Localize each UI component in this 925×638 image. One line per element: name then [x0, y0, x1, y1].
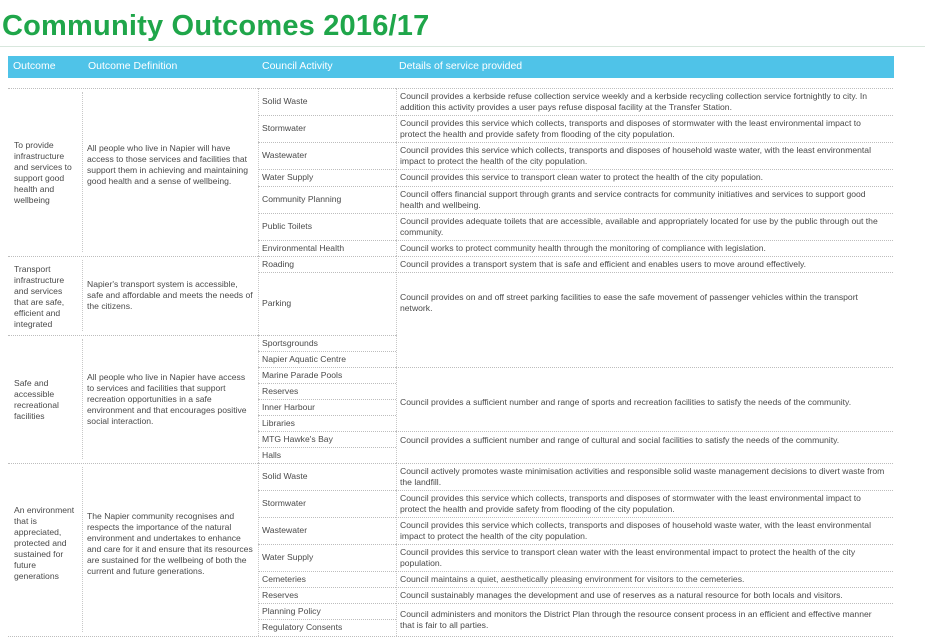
detail-row-divider: [396, 571, 893, 572]
council-activity-cell: Halls: [262, 449, 282, 460]
council-activity-cell: Marine Parade Pools: [262, 369, 343, 380]
activity-row-divider: [258, 186, 396, 187]
service-detail-cell: Council maintains a quiet, aesthetically pleasing environment for visitors to the cemeteries.: [400, 573, 745, 584]
council-activity-cell: Solid Waste: [262, 471, 308, 481]
council-activity-cell: Parking: [262, 298, 292, 308]
column-divider: [396, 335, 397, 463]
detail-row-divider: [396, 431, 893, 432]
column-divider: [82, 467, 83, 632]
service-detail-cell: Council sustainably manages the development and use of reserves as a natural resource for both locals and visitors.: [400, 589, 843, 600]
activity-row-divider: [258, 142, 396, 143]
service-detail-cell: Council provides a transport system that is safe and efficient and enables users to move around effectively.: [400, 258, 807, 269]
detail-row-divider: [396, 88, 893, 89]
detail-row-divider: [396, 587, 893, 588]
outcome-cell: Transport infrastructure and services that are safe, efficient and integrated: [14, 264, 65, 329]
activity-row-divider: [258, 88, 396, 89]
activity-row-divider: [258, 544, 396, 545]
activity-row-divider: [258, 335, 396, 336]
service-detail-cell: Council provides a sufficient number and range of sports and recreation facilities to satisfy the needs of the community.: [400, 397, 852, 407]
activity-row-divider: [258, 619, 396, 620]
outcome-definition-cell: All people who live in Napier will have access to those services and facilities that support them in achieving and maintaining good health and a sense of wellbeing.: [87, 143, 248, 186]
activity-row-divider: [258, 272, 396, 273]
detail-row-divider: [396, 544, 893, 545]
detail-row-divider: [396, 213, 893, 214]
council-activity-cell: Water Supply: [262, 172, 314, 182]
activity-row-divider: [258, 213, 396, 214]
service-detail-cell: Council actively promotes waste minimisation activities and responsible solid waste management decisions to divert waste from the landfill.: [400, 465, 885, 487]
detail-row-divider: [396, 490, 893, 491]
council-activity-cell: Planning Policy: [262, 605, 321, 616]
detail-row-divider: [396, 186, 893, 187]
section-divider: [8, 88, 258, 89]
detail-row-divider: [396, 142, 893, 143]
column-divider: [258, 256, 259, 335]
outcome-cell: An environment that is appreciated, protected and sustained for future generations: [14, 505, 75, 581]
service-detail-cell: Council provides on and off street parking facilities to ease the safe movement of passenger vehicles within the transport network.: [400, 292, 858, 313]
service-detail-cell: Council provides this service to transport clean water to protect the health of the city population.: [400, 172, 764, 182]
outcome-definition-cell: The Napier community recognises and respects the importance of the natural environment and undertakes to enhance and care for it and ensure that its resources are sustained for the wellbeing of both the current and future generations.: [87, 511, 253, 576]
council-activity-cell: Public Toilets: [262, 221, 312, 231]
council-activity-cell: Solid Waste: [262, 96, 308, 106]
outcome-cell: Safe and accessible recreational facilities: [14, 378, 59, 421]
activity-row-divider: [258, 169, 396, 170]
service-detail-cell: Council provides this service to transport clean water with the least environmental impact to protect the health of the city population.: [400, 546, 856, 568]
header-outcome-definition: Outcome Definition: [88, 60, 178, 72]
activity-row-divider: [258, 603, 396, 604]
table-bottom-border: [8, 636, 893, 637]
activity-row-divider: [258, 240, 396, 241]
service-detail-cell: Council works to protect community health through the monitoring of compliance with legislation.: [400, 242, 766, 253]
council-activity-cell: Wastewater: [262, 525, 308, 535]
service-detail-cell: Council offers financial support through grants and service contracts for community initiatives and services to support good health and wellbeing.: [400, 188, 866, 210]
detail-row-divider: [396, 240, 893, 241]
detail-row-divider: [396, 169, 893, 170]
service-detail-cell: Council provides this service which collects, transports and disposes of stormwater with the least environmental impact to protect the health and provide safety from flooding of the city population.: [400, 492, 861, 514]
detail-row-divider: [396, 115, 893, 116]
column-divider: [258, 88, 259, 256]
council-activity-cell: MTG Hawke's Bay: [262, 433, 333, 444]
service-detail-cell: Council provides this service which collects, transports and disposes of stormwater with the least environmental impact to protect the health and provide safety from flooding of the city population.: [400, 117, 861, 139]
header-outcome: Outcome: [13, 60, 56, 72]
header-council-activity: Council Activity: [262, 60, 333, 72]
activity-row-divider: [258, 431, 396, 432]
council-activity-cell: Napier Aquatic Centre: [262, 353, 347, 364]
outcome-definition-cell: Napier's transport system is accessible, safe and affordable and meets the needs of the citizens.: [87, 279, 253, 311]
activity-row-divider: [258, 587, 396, 588]
service-detail-cell: Council provides this service which collects, transports and disposes of household waste water, with the least environmental impact to protect the health of the city population.: [400, 519, 871, 541]
section-divider: [8, 463, 258, 464]
activity-row-divider: [258, 447, 396, 448]
column-divider: [396, 88, 397, 256]
column-divider: [82, 339, 83, 459]
title-divider: [0, 46, 925, 47]
activity-row-divider: [258, 571, 396, 572]
detail-row-divider: [396, 463, 893, 464]
detail-row-divider: [396, 517, 893, 518]
service-detail-cell: Council administers and monitors the District Plan through the resource consent process in an efficient and effective manner that is fair to all parties.: [400, 608, 872, 630]
outcome-cell: To provide infrastructure and services to support good health and wellbeing: [14, 140, 72, 205]
detail-row-divider: [396, 256, 893, 257]
council-activity-cell: Water Supply: [262, 552, 314, 562]
activity-row-divider: [258, 415, 396, 416]
service-detail-cell: Council provides a sufficient number and range of cultural and social facilities to satisfy the needs of the community.: [400, 435, 840, 445]
activity-row-divider: [258, 351, 396, 352]
column-divider: [258, 463, 259, 636]
activity-row-divider: [258, 399, 396, 400]
section-divider: [8, 335, 258, 336]
council-activity-cell: Wastewater: [262, 150, 308, 160]
outcome-definition-cell: All people who live in Napier have access to services and facilities that support recreation opportunities in a safe environment and that encourages positive social interaction.: [87, 372, 247, 426]
council-activity-cell: Regulatory Consents: [262, 622, 343, 632]
column-divider: [396, 463, 397, 636]
activity-row-divider: [258, 517, 396, 518]
activity-row-divider: [258, 463, 396, 464]
council-activity-cell: Reserves: [262, 385, 299, 396]
column-divider: [82, 260, 83, 331]
activity-row-divider: [258, 115, 396, 116]
council-activity-cell: Inner Harbour: [262, 401, 316, 412]
activity-row-divider: [258, 367, 396, 368]
activity-row-divider: [258, 256, 396, 257]
detail-row-divider: [396, 272, 893, 273]
table-header: [8, 56, 894, 78]
detail-row-divider: [396, 603, 893, 604]
council-activity-cell: Cemeteries: [262, 573, 306, 584]
council-activity-cell: Libraries: [262, 417, 295, 428]
council-activity-cell: Sportsgrounds: [262, 337, 318, 348]
service-detail-cell: Council provides this service which collects, transports and disposes of household waste water, with the least environmental impact to protect the health of the city population.: [400, 144, 871, 166]
column-divider: [396, 256, 397, 335]
service-detail-cell: Council provides adequate toilets that are accessible, available and appropriately located for use by the public through out the community.: [400, 215, 878, 237]
council-activity-cell: Community Planning: [262, 194, 342, 204]
council-activity-cell: Environmental Health: [262, 242, 345, 253]
service-detail-cell: Council provides a kerbside refuse collection service weekly and a kerbside recycling collection service fortnightly to city. In addition this activity provides a user pays refuse disposal facility at the Transfer Station.: [400, 90, 867, 112]
council-activity-cell: Reserves: [262, 589, 299, 600]
page-title: Community Outcomes 2016/17: [2, 10, 430, 42]
activity-row-divider: [258, 383, 396, 384]
header-details: Details of service provided: [399, 60, 523, 72]
council-activity-cell: Stormwater: [262, 498, 306, 508]
activity-row-divider: [258, 490, 396, 491]
council-activity-cell: Roading: [262, 258, 295, 269]
column-divider: [82, 92, 83, 252]
detail-row-divider: [396, 367, 893, 368]
council-activity-cell: Stormwater: [262, 123, 306, 133]
section-divider: [8, 256, 258, 257]
